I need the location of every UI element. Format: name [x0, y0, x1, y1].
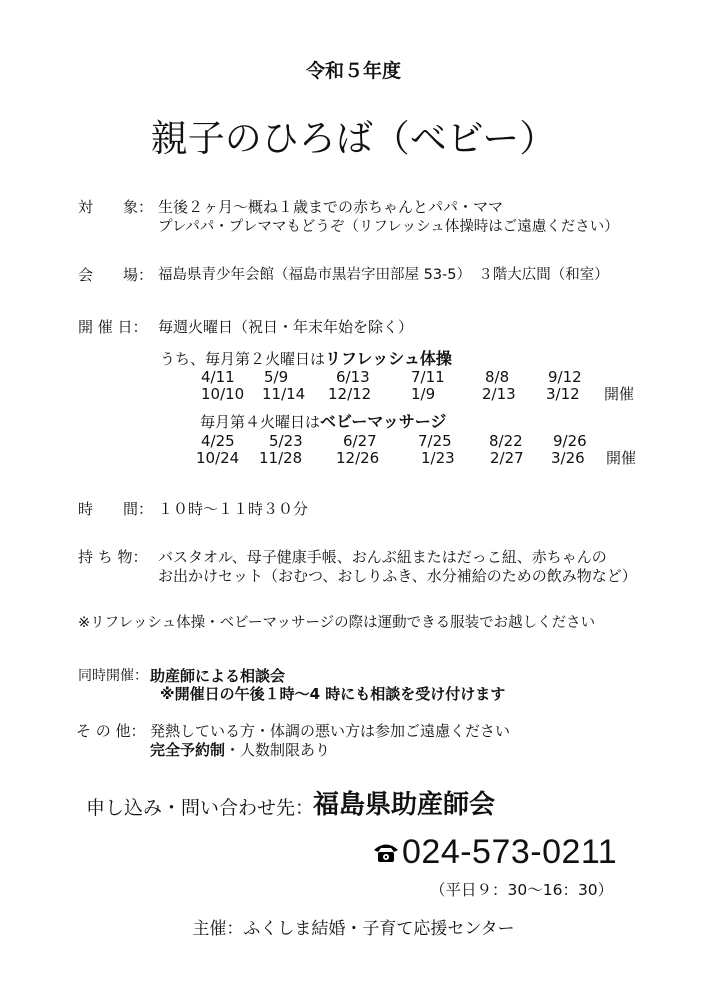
- belongings-line1: バスタオル、母子健康手帳、おんぶ紐またはだっこ紐、赤ちゃんの: [158, 548, 607, 566]
- refresh-dates-row2: [0, 385, 707, 403]
- contact-org: 福島県助産師会: [313, 790, 496, 820]
- massage-name: ベビーマッサージ: [320, 412, 447, 431]
- massage-dates-row2: [0, 449, 707, 467]
- year-heading: 令和５年度: [305, 60, 401, 82]
- target-line2: プレパパ・プレママもどうぞ（リフレッシュ体操時はご遠慮ください）: [158, 219, 619, 235]
- date-cell: 1/23: [421, 449, 455, 467]
- belongings-label: 持 ち 物：: [78, 548, 148, 566]
- belongings-line2: お出かけセット（おむつ、おしりふき、水分補給のための飲み物など）: [158, 567, 637, 585]
- refresh-dates-row1: [0, 368, 707, 386]
- date-cell: 7/11: [411, 368, 445, 386]
- date-cell: 4/25: [201, 432, 235, 450]
- reserve-bold: 完全予約制: [150, 741, 226, 759]
- massage-heading: [200, 413, 446, 431]
- date-cell: 12/12: [328, 385, 372, 403]
- date-cell: 11/28: [259, 449, 303, 467]
- date-cell: 3/12: [546, 385, 580, 403]
- date-cell: 10/24: [196, 449, 240, 467]
- date-cell: 6/13: [336, 368, 370, 386]
- date-cell: 2/27: [490, 449, 524, 467]
- clothing-note: ※リフレッシュ体操・ベビーマッサージの際は運動できる服装でお越しください: [78, 615, 596, 631]
- held-label: 開催: [606, 449, 637, 467]
- date-cell: 9/12: [548, 368, 582, 386]
- time-label: 時 間：: [78, 500, 154, 518]
- date-cell: 8/22: [489, 432, 523, 450]
- date-cell: 10/10: [201, 385, 245, 403]
- concurrent-line2: ※開催日の午後１時～4 時にも相談を受け付けます: [160, 685, 506, 703]
- other-line1: 発熱している方・体調の悪い方は参加ご遠慮ください: [150, 722, 511, 740]
- date-cell: 9/26: [553, 432, 587, 450]
- date-cell: 6/27: [343, 432, 377, 450]
- date-cell: 3/26: [551, 449, 585, 467]
- massage-prefix: 毎月第４火曜日は: [200, 413, 321, 431]
- other-label: そ の 他：: [76, 722, 146, 740]
- date-cell: 11/14: [262, 385, 306, 403]
- date-cell: 2/13: [482, 385, 516, 403]
- date-cell: 8/8: [485, 368, 510, 386]
- target-label: 対 象：: [78, 198, 154, 216]
- telephone-icon: [372, 841, 400, 863]
- reserve-rest: ・人数制限あり: [225, 741, 331, 759]
- date-cell: 5/9: [264, 368, 289, 386]
- massage-dates-row1: [0, 432, 707, 450]
- date-cell: 1/9: [411, 385, 436, 403]
- reserve-line: [150, 741, 330, 759]
- refresh-heading: [160, 350, 452, 368]
- refresh-name: リフレッシュ体操: [325, 349, 452, 368]
- dates-label: 開 催 日：: [78, 318, 148, 336]
- page-title: 親子のひろば（ベビー）: [150, 117, 557, 160]
- date-cell: 12/26: [336, 449, 380, 467]
- concurrent-label: 同時開催：: [78, 668, 148, 684]
- venue-label: 会 場：: [78, 266, 154, 284]
- dates-text: 毎週火曜日（祝日・年末年始を除く）: [158, 318, 414, 336]
- contact-phone: 024-573-0211: [402, 833, 618, 871]
- time-text: １０時～１１時３０分: [158, 500, 309, 518]
- contact-label: 申し込み・問い合わせ先：: [86, 797, 315, 819]
- refresh-prefix: うち、毎月第２火曜日は: [160, 350, 326, 368]
- held-label: 開催: [604, 385, 635, 403]
- contact-hours: （平日９：30～16：30）: [430, 881, 614, 899]
- organizer: 主催：ふくしま結婚・子育て応援センター: [192, 919, 515, 939]
- date-cell: 4/11: [201, 368, 235, 386]
- date-cell: 5/23: [269, 432, 303, 450]
- date-cell: 7/25: [418, 432, 452, 450]
- concurrent-line1: 助産師による相談会: [150, 667, 286, 685]
- venue-text: 福島県青少年会館（福島市黒岩字田部屋 53-5） ３階大広間（和室）: [158, 267, 609, 283]
- target-line1: 生後２ヶ月～概ね１歳までの赤ちゃんとパパ・ママ: [158, 198, 504, 216]
